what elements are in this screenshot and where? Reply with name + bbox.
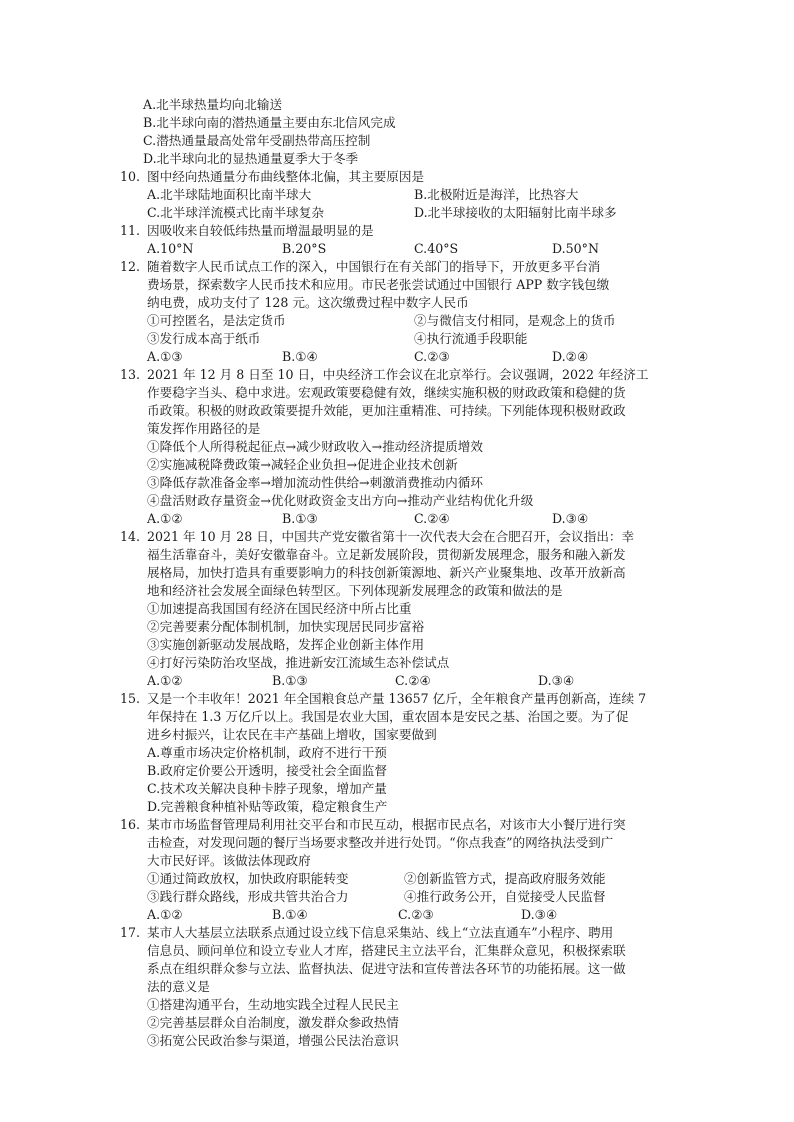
statement-1: ①搭建沟通平台，生动地实践全过程人民民主 <box>147 997 399 1012</box>
option-a: A.①② <box>147 907 183 922</box>
statement-1: ①降低个人所得税起征点→减少财政收入→推动经济提质增效 <box>147 439 483 454</box>
statement-3: ③降低存款准备金率→增加流动性供给→刺激消费推动内循环 <box>147 475 483 490</box>
option-b: B.政府定价要公开透明，接受社会全面监督 <box>147 763 387 778</box>
statement-4: ④推行政务公开，自觉接受人民监督 <box>404 889 606 904</box>
option-d: D.③④ <box>538 673 575 688</box>
option-a: A.①② <box>147 673 183 688</box>
question-stem: 大市民好评。该做法体现政府 <box>147 853 311 868</box>
question-number: 16. <box>120 817 141 832</box>
question-stem: 图中经向热通量分布曲线整体北偏，其主要原因是 <box>147 169 425 184</box>
question-stem: 系点在组织群众参与立法、监督执法、促进守法和宣传普法各环节的功能拓展。这一做 <box>147 961 626 976</box>
option-c: C.②④ <box>395 673 431 688</box>
option-c: C.北半球洋流模式比南半球复杂 <box>147 205 324 220</box>
question-stem: 2021 年 10 月 28 日，中国共产党安徽省第十一次代表大会在合肥召开，会议指出：幸 <box>147 529 635 544</box>
statement-4: ④盘活财政存量资金→优化财政资金支出方向→推动产业结构优化升级 <box>147 493 534 508</box>
option-d: D.北半球接收的太阳辐射比南半球多 <box>414 205 617 220</box>
option-d: D.③④ <box>521 907 558 922</box>
statement-2: ②创新监管方式，提高政府服务效能 <box>404 871 606 886</box>
statement-3: ③发行成本高于纸币 <box>147 331 261 346</box>
question-stem: 随着数字人民币试点工作的深入，中国银行在有关部门的指导下，开放更多平台消 <box>147 259 601 274</box>
statement-1: ①加速提高我国国有经济在国民经济中所占比重 <box>147 601 412 616</box>
statement-3: ③拓宽公民政治参与渠道，增强公民法治意识 <box>147 1033 399 1048</box>
statement-3: ③践行群众路线，形成共管共治合力 <box>147 889 349 904</box>
question-stem: 费场景，探索数字人民币技术和应用。市民老张尝试通过中国银行 APP 数字钱包缴 <box>147 277 610 292</box>
statement-3: ③实施创新驱动发展战略，发挥企业创新主体作用 <box>147 637 425 652</box>
option-d: D.完善粮食种植补贴等政策，稳定粮食生产 <box>147 799 388 814</box>
question-stem: 因吸收来自较低纬热量而增温最明显的是 <box>147 223 374 238</box>
option-a: A.北半球陆地面积比南半球大 <box>147 187 312 202</box>
prev-option-a: A.北半球热量均向北输送 <box>143 97 283 112</box>
option-b: B.北极附近是海洋，比热容大 <box>414 187 579 202</box>
option-c: C.技术攻关解决良种卡脖子现象，增加产量 <box>147 781 387 796</box>
option-b: B.①④ <box>282 349 318 364</box>
option-b: B.①③ <box>272 673 308 688</box>
statement-2: ②实施减税降费政策→减轻企业负担→促进企业技术创新 <box>147 457 458 472</box>
option-c: C.②③ <box>398 907 434 922</box>
option-a: A.10°N <box>147 241 194 256</box>
question-stem: 某市市场监督管理局利用社交平台和市民互动，根据市民点名，对该市大小餐厅进行突 <box>147 817 626 832</box>
question-number: 13. <box>120 367 141 382</box>
question-stem: 法的意义是 <box>147 979 210 994</box>
statement-2: ②与微信支付相同，是观念上的货币 <box>414 313 616 328</box>
option-c: C.40°S <box>414 241 459 256</box>
option-d: D.③④ <box>552 511 589 526</box>
statement-1: ①通过简政放权，加快政府职能转变 <box>147 871 349 886</box>
question-stem: 展格局，加快打造具有重要影响力的科技创新策源地、新兴产业聚集地、改革开放新高 <box>147 565 626 580</box>
option-a: A.尊重市场决定价格机制，政府不进行干预 <box>147 745 387 760</box>
question-number: 14. <box>120 529 141 544</box>
option-b: B.①③ <box>282 511 318 526</box>
question-number: 12. <box>120 259 141 274</box>
question-stem: 年保持在 1.3 万亿斤以上。我国是农业大国，重农固本是安民之基、治国之要。为了促 <box>147 709 629 724</box>
statement-1: ①可控匿名，是法定货币 <box>147 313 286 328</box>
question-stem: 击检查，对发现问题的餐厅当场要求整改并进行处罚。“你点我查”的网络执法受到广 <box>147 835 614 850</box>
question-number: 15. <box>120 691 141 706</box>
question-stem: 地和经济社会发展全面绿色转型区。下列体现新发展理念的政策和做法的是 <box>147 583 563 598</box>
question-number: 17. <box>120 925 141 940</box>
question-number: 10. <box>120 169 141 184</box>
statement-4: ④打好污染防治攻坚战，推进新安江流域生态补偿试点 <box>147 655 450 670</box>
question-stem: 某市人大基层立法联系点通过设立线下信息采集站、线上“立法直通车”小程序、聘用 <box>147 925 614 940</box>
statement-2: ②完善基层群众自治制度，激发群众参政热情 <box>147 1015 399 1030</box>
question-stem: 策发挥作用路径的是 <box>147 421 261 436</box>
question-stem: 信息员、顾问单位和设立专业人才库，搭建民主立法平台，汇集群众意见，积极探索联 <box>147 943 626 958</box>
prev-option-d: D.北半球向北的显热通量夏季大于冬季 <box>143 151 359 166</box>
option-a: A.①② <box>147 511 183 526</box>
question-stem: 福生活靠奋斗，美好安徽靠奋斗。立足新发展阶段，贯彻新发展理念，服务和融入新发 <box>147 547 626 562</box>
question-stem: 作要稳字当头、稳中求进。宏观政策要稳健有效，继续实施积极的财政政策和稳健的货 <box>147 385 626 400</box>
question-stem: 2021 年 12 月 8 日至 10 日，中央经济工作会议在北京举行。会议强调，2022 年经济工 <box>147 367 649 382</box>
question-stem: 币政策。积极的财政政策要提升效能，更加注重精准、可持续。下列能体现积极财政政 <box>147 403 626 418</box>
question-stem: 纳电费，成功支付了 128 元。这次缴费过程中数字人民币 <box>147 295 469 310</box>
question-stem: 又是一个丰收年！2021 年全国粮食总产量 13657 亿斤，全年粮食产量再创新高，连续 7 <box>147 691 647 706</box>
option-a: A.①③ <box>147 349 183 364</box>
prev-option-c: C.潜热通量最高处常年受副热带高压控制 <box>143 133 371 148</box>
statement-2: ②完善要素分配体制机制，加快实现居民同步富裕 <box>147 619 425 634</box>
option-c: C.②④ <box>414 511 450 526</box>
question-number: 11. <box>120 223 141 238</box>
prev-option-b: B.北半球向南的潜热通量主要由东北信风完成 <box>143 115 396 130</box>
option-b: B.20°S <box>282 241 327 256</box>
option-b: B.①④ <box>272 907 308 922</box>
option-d: D.②④ <box>552 349 589 364</box>
statement-4: ④执行流通手段职能 <box>414 331 528 346</box>
option-c: C.②③ <box>414 349 450 364</box>
option-d: D.50°N <box>552 241 599 256</box>
question-stem: 进乡村振兴，让农民在丰产基础上增收，国家要做到 <box>147 727 437 742</box>
